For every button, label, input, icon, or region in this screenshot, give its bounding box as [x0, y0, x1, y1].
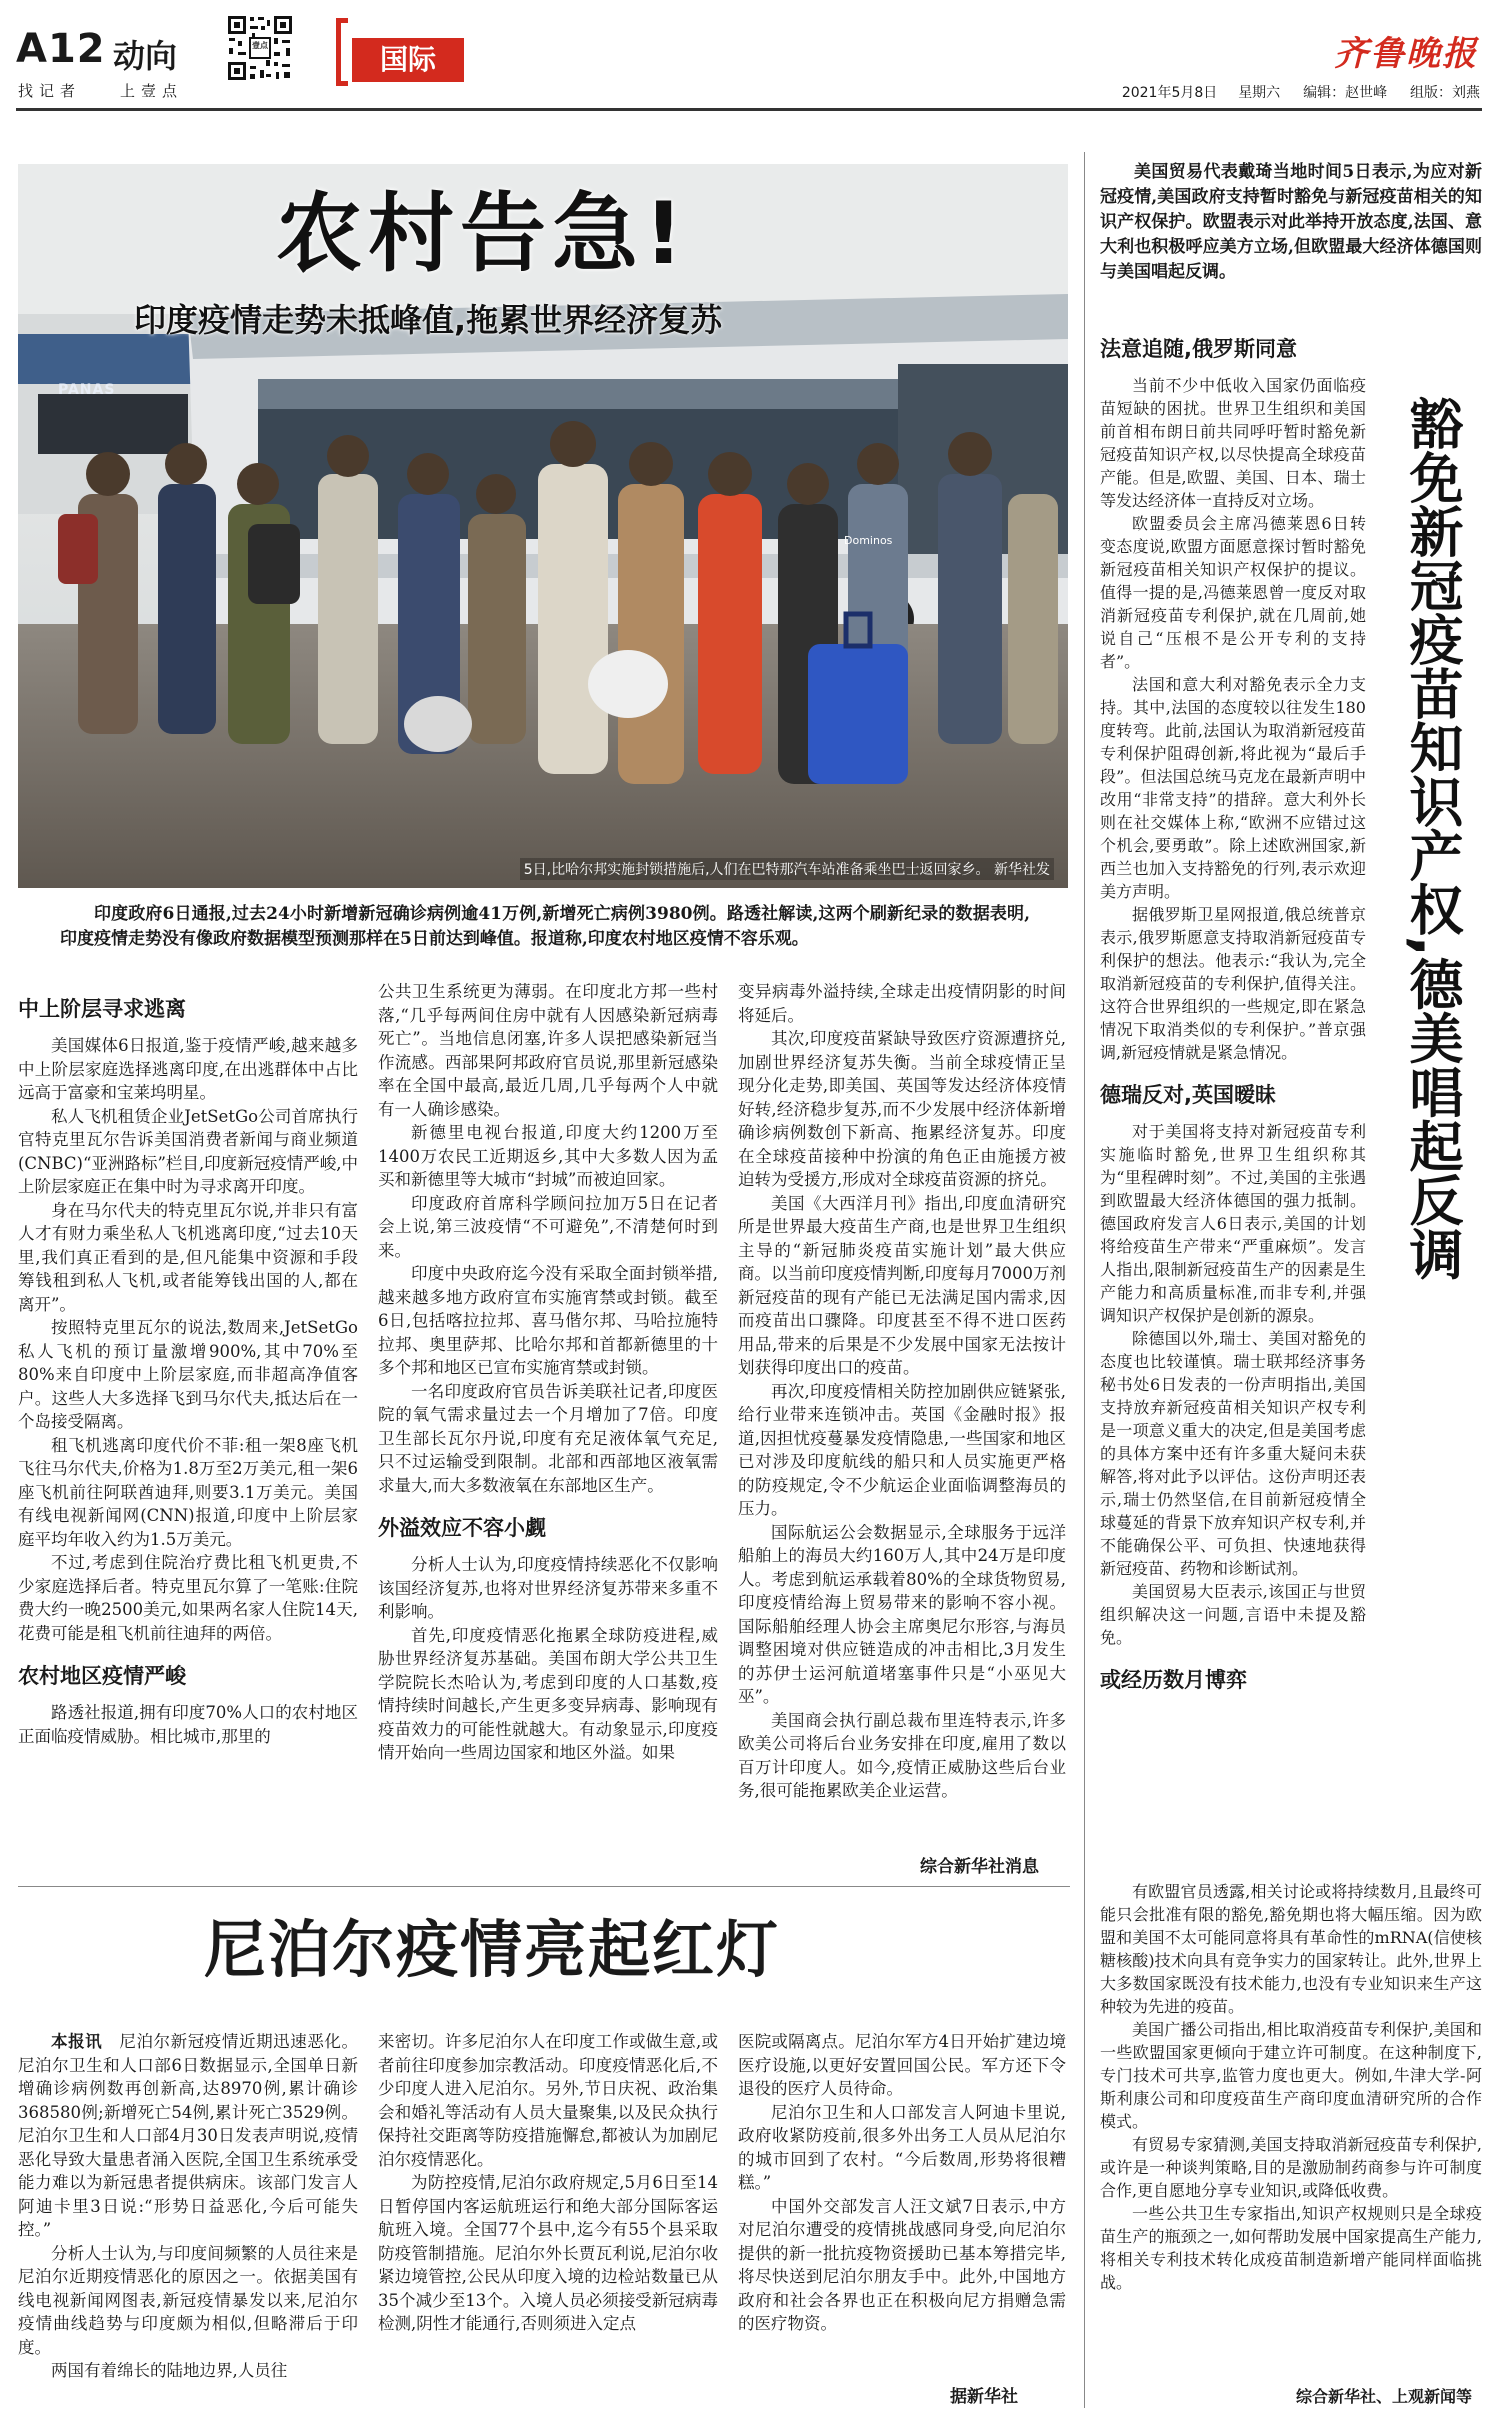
editor-credit: 编辑：赵世峰	[1303, 85, 1388, 101]
paragraph: 当前不少中低收入国家仍面临疫苗短缺的困扰。世界卫生组织和美国前首相布朗日前共同呼吁暂时豁免新冠疫苗知识产权,以尽快提高全球疫苗产能。但是,欧盟、美国、日本、瑞士等发达经济体一直持反对立场。	[1100, 376, 1366, 510]
nepal-headline: 尼泊尔疫情亮起红灯	[204, 1913, 781, 1986]
lead-column-3	[738, 980, 1066, 1860]
side-byline: 综合新华社、上观新闻等	[1296, 2387, 1473, 2406]
issue-weekday: 星期六	[1238, 85, 1281, 101]
paragraph: 租飞机逃离印度代价不菲:租一架8座飞机飞往马尔代夫,价格为1.8万至2万美元,租一架6座飞机前往阿联酋迪拜,则要3.1万美元。美国有线电视新闻网(CNN)报道,印度中上阶层家庭平均年收入约为1.5万美元。	[18, 1435, 358, 1549]
tab-international[interactable]	[352, 38, 464, 82]
masthead-rule	[16, 108, 1482, 111]
paragraph: 美国媒体6日报道,鉴于疫情严峻,越来越多中上阶层家庭选择逃离印度,在出逃群体中占比远高于富豪和宝莱坞明星。	[18, 1036, 358, 1102]
side-upper-column	[1100, 330, 1366, 1860]
paragraph: 有欧盟官员透露,相关讨论或将持续数月,且最终可能只会批准有限的豁免,豁免期也将大幅压缩。因为欧盟和美国不太可能同意将具有革命性的mRNA(信使核糖核酸)技术向具有竞争实力的国家转让。此外,世界上大多数国家既没有技术能力,也没有专业知识来生产这种较为先进的疫苗。	[1100, 1882, 1482, 2016]
photo-bus-sign: PANAS	[58, 382, 116, 398]
lead-column-2	[378, 980, 718, 1880]
lead-subhead: 印度疫情走势未抵峰值,拖累世界经济复苏	[134, 301, 723, 339]
paragraph: 对于美国将支持对新冠疫苗专利实施临时豁免,世界卫生组织称其为“里程碑时刻”。不过,美国的主张遇到欧盟最大经济体德国的强力抵制。德国政府发言人6日表示,美国的计划将给疫苗生产带来“严重麻烦”。发言人指出,限制新冠疫苗生产的因素是生产能力和高质量标准,而非专利,并强调知识产权保护是创新的源泉。	[1100, 1122, 1366, 1325]
section-divider	[18, 1886, 1070, 1887]
masthead	[0, 0, 1500, 142]
slogan-right: 上壹点	[120, 82, 184, 100]
paragraph: 身在马尔代夫的特克里瓦尔说,并非只有富人才有财力乘坐私人飞机逃离印度,“过去10天里,我们真正看到的是,但凡能集中资源和手段筹钱租到私人飞机,或者能筹钱出国的人,都在离开”。	[18, 1200, 358, 1314]
paragraph: 中国外交部发言人汪文斌7日表示,中方对尼泊尔遭受的疫情挑战感同身受,向尼泊尔提供的新一批抗疫物资援助已基本筹措完毕,将尽快送到尼泊尔朋友手中。此外,中国地方政府和社会各界也正在积极向尼方捐赠急需的医疗物资。	[738, 2196, 1066, 2333]
paragraph: 按照特克里瓦尔的说法,数周来,JetSetGo私人飞机的预订量激增900%,其中70%至80%来自印度中上阶层家庭,而非超高净值客户。这些人大多选择飞到马尔代夫,抵达后在一个岛接受隔离。	[18, 1318, 358, 1431]
paragraph: 分析人士认为,与印度间频繁的人员往来是尼泊尔近期疫情恶化的原因之一。依据美国有线电视新闻网图表,新冠疫情暴发以来,尼泊尔疫情曲线趋势与印度颇为相似,但略滞后于印度。	[18, 2243, 358, 2357]
paragraph: 再次,印度疫情相关防控加剧供应链紧张,给行业带来连锁冲击。英国《金融时报》报道,因担忧疫蔓暴发疫情隐患,一些国家和地区已对涉及印度航线的船只和人员实施更严格的防疫规定,令不少航运企业面临调整海员的压力。	[738, 1381, 1066, 1518]
tab-bracket-icon	[336, 18, 348, 86]
subheading: 法意追随,俄罗斯同意	[1100, 337, 1297, 361]
paragraph: 一名印度政府官员告诉美联社记者,印度医院的氧气需求量过去一个月增加了7倍。印度卫生部长瓦尔丹说,印度有充足液体氧气充足,只不过运输受到限制。北部和西部地区液氧需求量大,而大多数液氧在东部地区生产。	[378, 1381, 718, 1495]
nepal-byline: 据新华社	[950, 2387, 1018, 2407]
paragraph: 公共卫生系统更为薄弱。在印度北方邦一些村落,“几乎每两间住房中就有人因感染新冠病毒死亡”。当地信息闭塞,许多人误把感染新冠当作流感。西部果阿邦政府官员说,那里新冠感染率在全国中最高,最近几周,几乎每两个人中就有一人确诊感染。	[378, 982, 718, 1119]
designer-credit: 组版：刘燕	[1410, 85, 1480, 101]
paragraph: 国际航运公会数据显示,全球服务于远洋船舶上的海员大约160万人,其中24万是印度人。考虑到航运承载着80%的全球货物贸易,印度疫情给海上贸易带来的影响不容小视。国际船舶经理人协会主席奥尼尔形容,与海员调整困境对供应链造成的冲击相比,3月发生的苏伊士运河航道堵塞事件只是“小巫见大巫”。	[738, 1522, 1066, 1706]
paragraph: 医院或隔离点。尼泊尔军方4日开始扩建边境医疗设施,以更好安置回国公民。军方还下令退役的医疗人员待命。	[738, 2032, 1066, 2098]
paragraph: 据俄罗斯卫星网报道,俄总统普京表示,俄罗斯愿意支持取消新冠疫苗专利保护的想法。他表示:“我认为,完全取消新冠疫苗的专利保护,值得关注。这符合世界组织的一些规定,即在紧急情况下取消类似的专利保护。”普京强调,新冠疫情就是紧急情况。	[1100, 905, 1366, 1062]
section-name: 动向	[113, 37, 178, 75]
lead-byline: 综合新华社消息	[920, 1857, 1039, 1877]
paragraph: 美国贸易大臣表示,该国正与世贸组织解决这一问题,言语中未提及豁免。	[1100, 1582, 1366, 1647]
tab-label: 国际	[379, 43, 436, 76]
lead-headline: 农村告急!	[276, 184, 690, 284]
subheading: 农村地区疫情严峻	[18, 1664, 186, 1688]
paragraph: 印度中央政府迄今没有采取全面封锁举措,越来越多地方政府宣布实施宵禁或封锁。截至6日,包括喀拉拉邦、喜马偕尔邦、马哈拉施特拉邦、奥里萨邦、比哈尔邦和首都新德里的十多个邦和地区已宣布实施宵禁或封锁。	[378, 1264, 718, 1377]
paragraph-text: 尼泊尔新冠疫情近期迅速恶化。尼泊尔卫生和人口部6日数据显示,全国单日新增确诊病例数再创新高,达8970例,累计确诊368580例;新增死亡54例,累计死亡3529例。尼泊尔卫生和人口部4月30日发表声明说,疫情恶化导致大量患者涌入医院,全国卫生系统承受能力难以为新冠患者提供病床。该部门发言人阿迪卡里3日说:“形势日益恶化,今后可能失控。”	[18, 2032, 358, 2239]
paragraph: 法国和意大利对豁免表示全力支持。其中,法国的态度较以往发生180度转弯。此前,法国认为取消新冠疫苗专利保护阻碍创新,将此视为“最后手段”。但法国总统马克龙在最新声明中改用“非常支持”的措辞。意大利外长则在社交媒体上称,“欧洲不应错过这个机会,要勇敢”。除上述欧洲国家,新西兰也加入支持豁免的行列,表示欢迎美方声明。	[1100, 675, 1366, 901]
paragraph: 其次,印度疫苗紧缺导致医疗资源遭挤兑,加剧世界经济复苏失衡。当前全球疫情正呈现分化走势,即美国、英国等发达经济体疫情好转,经济稳步复苏,而不少发展中经济体新增确诊病例数创下新高、拖累经济复苏。印度在全球疫苗接种中扮演的角色正由施援方被迫转为受援方,形成对全球疫苗资源的挤兑。	[738, 1029, 1066, 1189]
paragraph: 美国商会执行副总裁布里连特表示,许多欧美公司将后台业务安排在印度,雇用了数以百万计印度人。如今,疫情正威胁这些后台业务,很可能拖累欧美企业运营。	[738, 1710, 1066, 1800]
paragraph	[18, 2030, 358, 2242]
paragraph: 印度政府首席科学顾问拉加万5日在记者会上说,第三波疫情“不可避免”,不清楚何时到来。	[378, 1193, 718, 1260]
dateline: 本报讯	[51, 2032, 120, 2051]
paragraph: 欧盟委员会主席冯德莱恩6日转变态度说,欧盟方面愿意探讨暂时豁免新冠疫苗相关知识产权保护的提议。值得一提的是,冯德莱恩曾一度反对取消新冠疫苗专利保护,就在几周前,她说自己“压根不是公开专利的支持者”。	[1100, 514, 1366, 671]
photo-caption: 5日,比哈尔邦实施封锁措施后,人们在巴特那汽车站准备乘坐巴士返回家乡。 新华社发	[520, 858, 1054, 880]
subheading: 中上阶层寻求逃离	[18, 997, 186, 1021]
qr-code[interactable]	[226, 14, 294, 82]
nepal-column-1	[18, 2030, 358, 2414]
lead-photo	[18, 164, 1068, 888]
side-headline: 豁免新冠疫苗知识产权,德美唱起反调	[1401, 396, 1464, 1281]
issue-date: 2021年5月8日	[1121, 85, 1218, 101]
paragraph: 一些公共卫生专家指出,知识产权规则只是全球疫苗生产的瓶颈之一,如何帮助发展中国家提高生产能力,将相关专利技术转化成疫苗制造新增产能同样面临挑战。	[1100, 2204, 1482, 2292]
paragraph: 新德里电视台报道,印度大约1200万至1400万农民工近期返乡,其中大多数人因为孟买和新德里等大城市“封城”而被迫回家。	[378, 1123, 718, 1189]
paragraph: 美国《大西洋月刊》指出,印度血清研究所是世界最大疫苗生产商,也是世界卫生组织主导的“新冠肺炎疫苗实施计划”最大供应商。以当前印度疫情判断,印度每月7000万剂新冠疫苗的现有产能已无法满足国内需求,因而疫苗出口骤降。印度甚至不得不进口医药用品,带来的后果是不少发展中国家无法按计划获得印度出口的疫苗。	[738, 1193, 1066, 1377]
paragraph: 首先,印度疫情恶化拖累全球防疫进程,威胁世界经济复苏基础。美国布朗大学公共卫生学院院长杰哈认为,考虑到印度的人口基数,疫情持续时间越长,产生更多变异病毒、影响现有疫苗效力的可能性就越大。有动象显示,印度疫情开始向一些周边国家和地区外溢。如果	[378, 1625, 718, 1762]
page-number: A12	[16, 26, 106, 72]
paragraph: 私人飞机租赁企业JetSetGo公司首席执行官特克里瓦尔告诉美国消费者新闻与商业频道(CNBC)“亚洲路标”栏目,印度新冠疫情严峻,中上阶层家庭正在集中时为寻求离开印度。	[18, 1106, 358, 1196]
side-intro: 美国贸易代表戴琦当地时间5日表示,为应对新冠疫情,美国政府支持暂时豁免与新冠疫苗相关的知识产权保护。欧盟表示对此举持开放态度,法国、意大利也积极呼应美方立场,但欧盟最大经济体德国则与美国唱起反调。	[1100, 162, 1482, 282]
subheading: 或经历数月博弈	[1100, 1668, 1247, 1692]
side-lower-column	[1100, 1880, 1482, 2380]
paragraph: 两国有着绵长的陆地边界,人员往	[51, 2361, 288, 2380]
paragraph: 除德国以外,瑞士、美国对豁免的态度也比较谨慎。瑞士联邦经济事务秘书处6日发表的一份声明指出,美国支持放弃新冠疫苗相关知识产权专利是一项意义重大的决定,但是美国考虑的具体方案中还有许多重大疑问未获解答,将对此予以评估。这份声明还表示,瑞士仍然坚信,在目前新冠疫情全球蔓延的背景下放弃知识产权专利,并不能确保公平、可负担、快速地获得新冠疫苗、药物和诊断试剂。	[1100, 1329, 1366, 1578]
paragraph: 尼泊尔卫生和人口部发言人阿迪卡里说,政府收紧防疫前,很多外出务工人员从尼泊尔的城市回到了农村。“今后数周,形势将很糟糕。”	[738, 2102, 1066, 2192]
nepal-column-3	[738, 2030, 1066, 2370]
column-divider	[1084, 152, 1085, 2408]
photo-bag-text: Dominos	[844, 534, 893, 547]
paragraph: 路透社报道,拥有印度70%人口的农村地区正面临疫情威胁。相比城市,那里的	[18, 1703, 358, 1746]
paragraph: 不过,考虑到住院治疗费比租飞机更贵,不少家庭选择后者。特克里瓦尔算了一笔账:住院费大约一晚2500美元,如果两名家人住院14天,花费可能是租飞机前往迪拜的两倍。	[18, 1553, 358, 1643]
lead-intro: 印度政府6日通报,过去24小时新增新冠确诊病例逾41万例,新增死亡病例3980例。路透社解读,这两个刷新纪录的数据表明,印度疫情走势没有像政府数据模型预测那样在5日前达到峰值。报道称,印度农村地区疫情不容乐观。	[60, 904, 1030, 949]
paragraph: 分析人士认为,印度疫情持续恶化不仅影响该国经济复苏,也将对世界经济复苏带来多重不利影响。	[378, 1555, 718, 1621]
paragraph: 来密切。许多尼泊尔人在印度工作或做生意,或者前往印度参加宗教活动。印度疫情恶化后,不少印度人进入尼泊尔。另外,节日庆祝、政治集会和婚礼等活动有人员大量聚集,以及民众执行保持社交距离等防疫措施懈怠,都被认为加剧尼泊尔疫情恶化。	[378, 2032, 718, 2169]
paragraph: 美国广播公司指出,相比取消疫苗专利保护,美国和一些欧盟国家更倾向于建立许可制度。在这种制度下,专门技术可共享,监管力度也更大。例如,牛津大学-阿斯利康公司和印度疫苗生产商印度血清研究所的合作模式。	[1100, 2020, 1482, 2131]
lead-column-1	[18, 990, 358, 1890]
issue-info	[1122, 82, 1480, 102]
nepal-column-2	[378, 2030, 718, 2414]
paragraph: 有贸易专家猜测,美国支持取消新冠疫苗专利保护,或许是一种谈判策略,目的是激励制药商参与许可制度合作,更自愿地分享专业知识,或降低收费。	[1100, 2135, 1482, 2200]
subheading: 外溢效应不容小觑	[378, 1516, 546, 1540]
paragraph: 为防控疫情,尼泊尔政府规定,5月6日至14日暂停国内客运航班运行和绝大部分国际客运航班入境。全国77个县中,迄今有55个县采取防疫管制措施。尼泊尔外长贾瓦利说,尼泊尔收紧边境管控,公民从印度入境的边检站数量已从35个减少至13个。入境人员必须接受新冠病毒检测,阴性才能通行,否则须进入定点	[378, 2173, 718, 2333]
slogan-left: 找记者	[18, 82, 82, 100]
paragraph: 变异病毒外溢持续,全球走出疫情阴影的时间将延后。	[738, 982, 1066, 1025]
newspaper-logo: 齐鲁晚报	[1334, 34, 1478, 74]
subheading: 德瑞反对,英国暧昧	[1100, 1083, 1276, 1107]
qr-label: 壹点	[252, 41, 268, 50]
